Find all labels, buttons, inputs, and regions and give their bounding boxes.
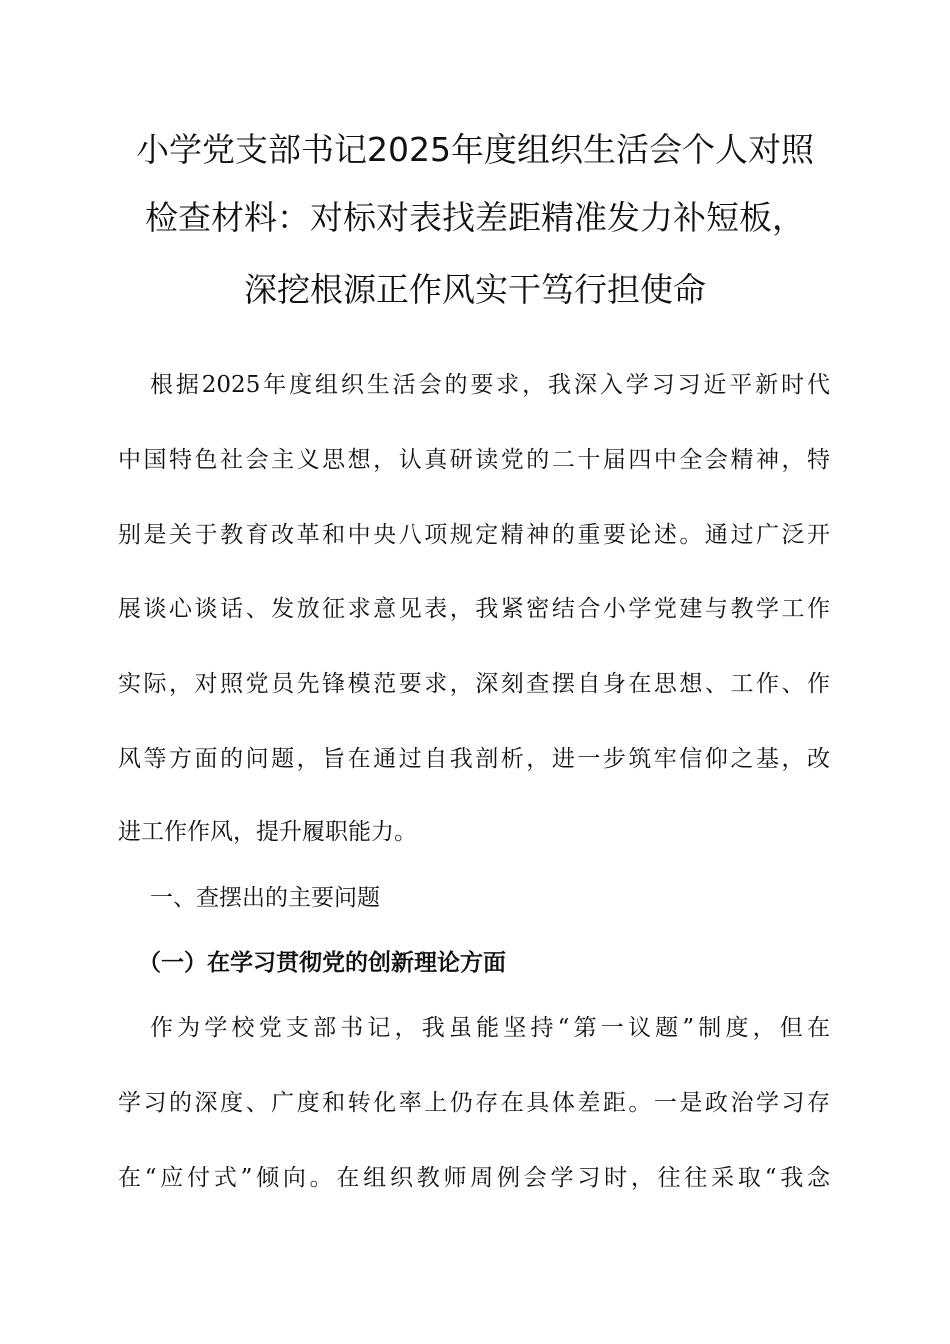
subsection-heading: （一）在学习贯彻党的创新理论方面 [138,950,506,976]
text-line: 风等方面的问题，旨在通过自我剖析，进一步筑牢信仰之基，改 [118,746,830,772]
text-line: 展谈心谈话、发放征求意见表，我紧密结合小学党建与教学工作 [118,596,830,622]
text-line: 根据2025年度组织生活会的要求，我深入学习习近平新时代 [150,372,830,398]
text-line: 实际，对照党员先锋模范要求，深刻查摆自身在思想、工作、作 [118,671,830,697]
text-line: 进工作作风，提升履职能力。 [118,819,417,845]
text-line: 作为学校党支部书记，我虽能坚持“第一议题”制度，但在 [150,1015,830,1041]
text-line: 学习的深度、广度和转化率上仍存在具体差距。一是政治学习存 [118,1090,830,1116]
section-heading: 一、查摆出的主要问题 [150,885,380,911]
text-line: 别是关于教育改革和中央八项规定精神的重要论述。通过广泛开 [118,522,830,548]
title-line: 检查材料：对标对表找差距精准发力补短板， [145,198,805,237]
title-line: 深挖根源正作风实干笃行担使命 [244,270,706,309]
text-line: 在“应付式”倾向。在组织教师周例会学习时，往往采取“我念 [118,1165,830,1191]
title-line: 小学党支部书记2025年度组织生活会个人对照 [136,130,814,169]
text-line: 中国特色社会主义思想，认真研读党的二十届四中全会精神，特 [118,447,830,473]
